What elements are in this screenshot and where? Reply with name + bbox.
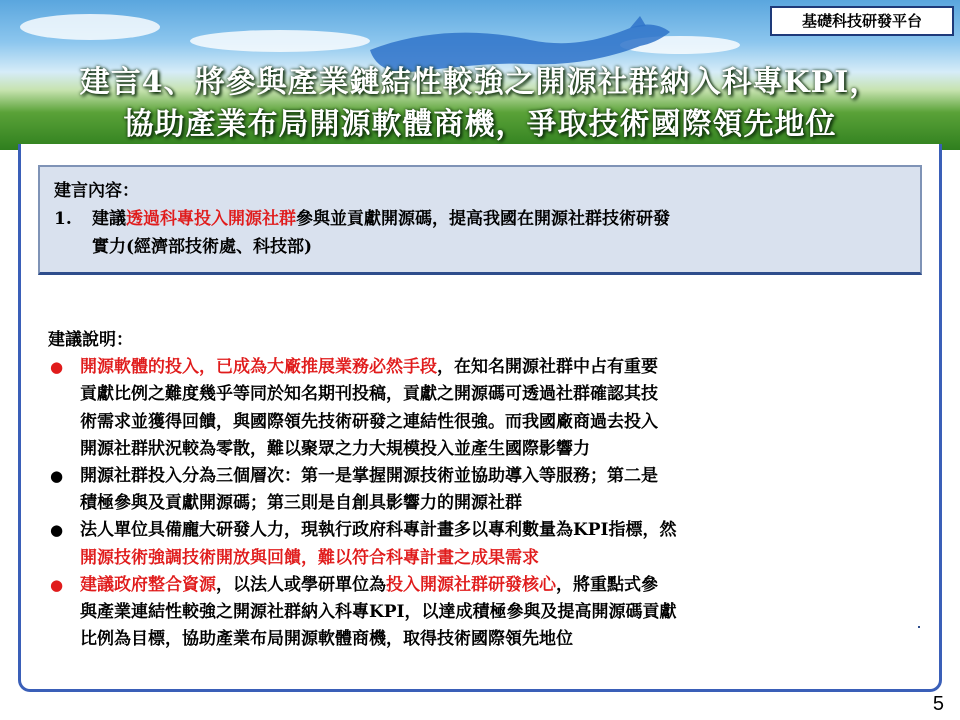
bullet-dot-icon: ●	[50, 467, 64, 486]
item-text-line2: 實力(經濟部技術處、科技部)	[92, 237, 313, 257]
bullet4-line1	[80, 572, 908, 599]
cloud-1	[20, 14, 160, 40]
bullet-dot-icon: ●	[50, 575, 64, 594]
explanation-bullet-1	[48, 354, 908, 463]
bullet3-line1: 法人單位具備龐大研發人力，現執行政府科專計畫多以專利數量為KPI指標，然	[80, 520, 677, 541]
item-text-part1: 建議	[92, 209, 126, 229]
item-text-highlight: 透過科專投入開源社群	[126, 209, 296, 229]
item-number: 1.	[54, 209, 72, 229]
item-text-part3: 參與並貢獻開源碼，提高我國在開源社群技術研發	[296, 209, 670, 229]
bullet4-highlight-2: 投入開源社群研發核心	[386, 574, 556, 595]
bullet2-line1: 開源社群投入分為三個層次：第一是掌握開源技術並協助導入等服務；第二是	[80, 466, 658, 487]
platform-badge: 基礎科技研發平台	[770, 6, 954, 36]
bullet4-line2: 與產業連結性較強之開源社群納入科專KPI，以達成積極參與及提高開源碼貢獻	[80, 602, 677, 623]
explanation-section	[48, 327, 908, 653]
bullet-dot-icon: ●	[50, 521, 64, 540]
bullet1-line3: 術需求並獲得回饋，與國際領先技術研發之連結性很強。而我國廠商過去投入	[80, 411, 658, 432]
bullet1-rest: ，在知名開源社群中占有重要	[437, 357, 658, 378]
bullet3-line2: 開源技術強調技術開放與回饋，難以符合科專計畫之成果需求	[80, 547, 539, 568]
bullet-dot-icon: ●	[50, 358, 64, 377]
recommendation-heading: 建言內容：	[54, 181, 139, 201]
bullet4-end: ，將重點式參	[556, 574, 658, 595]
bullet2-line2: 積極參與及貢獻開源碼；第三則是自創具影響力的開源社群	[80, 493, 522, 514]
decorative-dot	[918, 626, 920, 628]
explanation-bullet-2	[48, 463, 908, 517]
title-line-2: 協助產業布局開源軟體商機，爭取技術國際領先地位	[123, 107, 837, 142]
header-banner	[0, 0, 960, 150]
bullet4-mid: ，以法人或學研單位為	[216, 574, 386, 595]
title-line-1: 建言4、將參與產業鏈結性較強之開源社群納入科專KPI，	[79, 65, 881, 100]
bullet1-line2: 貢獻比例之難度幾乎等同於知名期刊投稿，貢獻之開源碼可透過社群確認其技	[80, 384, 658, 405]
page-title	[0, 62, 960, 146]
bullet1-line1	[80, 354, 908, 381]
explanation-bullet-3	[48, 517, 908, 571]
recommendation-item-1	[54, 205, 906, 233]
explanation-heading: 建議說明：	[48, 330, 133, 350]
bullet1-highlight: 開源軟體的投入，已成為大廠推展業務必然手段	[80, 357, 437, 378]
explanation-bullet-4	[48, 572, 908, 654]
cloud-2	[190, 30, 370, 52]
recommendation-box	[38, 165, 922, 275]
bullet1-line4: 開源社群狀況較為零散，難以聚眾之力大規模投入並產生國際影響力	[80, 438, 590, 459]
bullet4-highlight-1: 建議政府整合資源	[80, 574, 216, 595]
page-number: 5	[932, 693, 944, 715]
bullet4-line3: 比例為目標，協助產業布局開源軟體商機，取得技術國際領先地位	[80, 629, 573, 650]
